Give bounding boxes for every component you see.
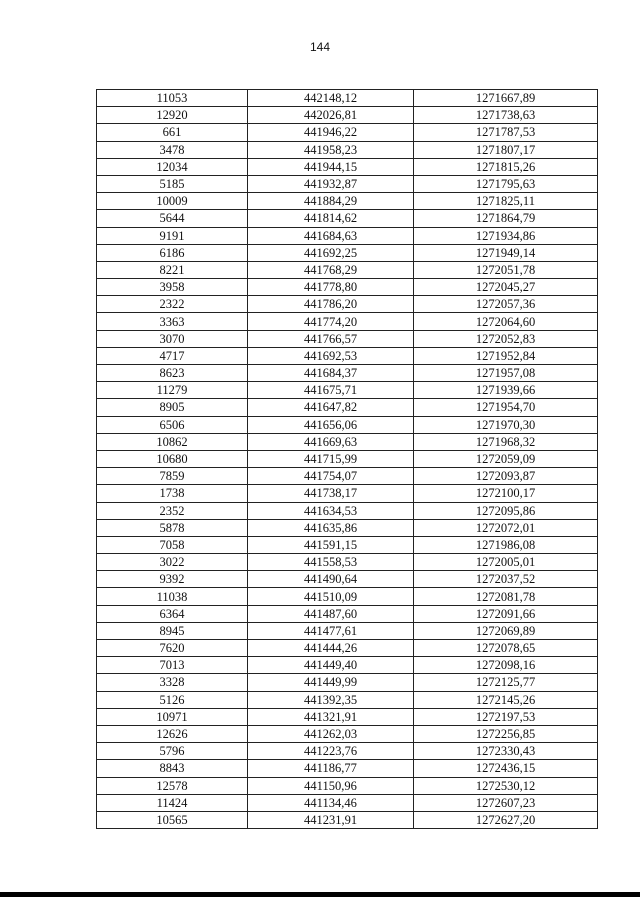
x-coordinate-cell: 441754,07 bbox=[248, 468, 414, 485]
x-coordinate-cell: 441946,22 bbox=[248, 124, 414, 141]
point-number-cell: 5878 bbox=[97, 519, 248, 536]
point-number-cell: 661 bbox=[97, 124, 248, 141]
x-coordinate-cell: 441675,71 bbox=[248, 382, 414, 399]
y-coordinate-cell: 1271952,84 bbox=[414, 347, 598, 364]
point-number-cell: 11424 bbox=[97, 794, 248, 811]
x-coordinate-cell: 441684,63 bbox=[248, 227, 414, 244]
y-coordinate-cell: 1271795,63 bbox=[414, 175, 598, 192]
y-coordinate-cell: 1271825,11 bbox=[414, 193, 598, 210]
table-row bbox=[97, 296, 598, 313]
point-number-cell: 7620 bbox=[97, 640, 248, 657]
table-row bbox=[97, 416, 598, 433]
y-coordinate-cell: 1272045,27 bbox=[414, 279, 598, 296]
y-coordinate-cell: 1271815,26 bbox=[414, 158, 598, 175]
y-coordinate-cell: 1272093,87 bbox=[414, 468, 598, 485]
x-coordinate-cell: 441786,20 bbox=[248, 296, 414, 313]
y-coordinate-cell: 1271864,79 bbox=[414, 210, 598, 227]
table-row bbox=[97, 777, 598, 794]
x-coordinate-cell: 441635,86 bbox=[248, 519, 414, 536]
table-row bbox=[97, 468, 598, 485]
x-coordinate-cell: 441223,76 bbox=[248, 743, 414, 760]
table-row bbox=[97, 347, 598, 364]
table-row bbox=[97, 519, 598, 536]
point-number-cell: 10565 bbox=[97, 811, 248, 828]
table-row bbox=[97, 605, 598, 622]
x-coordinate-cell: 441814,62 bbox=[248, 210, 414, 227]
y-coordinate-cell: 1271738,63 bbox=[414, 107, 598, 124]
y-coordinate-cell: 1272095,86 bbox=[414, 502, 598, 519]
table-row bbox=[97, 227, 598, 244]
table-row bbox=[97, 725, 598, 742]
point-number-cell: 6506 bbox=[97, 416, 248, 433]
y-coordinate-cell: 1272051,78 bbox=[414, 261, 598, 278]
x-coordinate-cell: 442026,81 bbox=[248, 107, 414, 124]
x-coordinate-cell: 441692,25 bbox=[248, 244, 414, 261]
x-coordinate-cell: 441591,15 bbox=[248, 536, 414, 553]
point-number-cell: 7013 bbox=[97, 657, 248, 674]
table-row bbox=[97, 485, 598, 502]
table-row bbox=[97, 433, 598, 450]
table-row bbox=[97, 382, 598, 399]
y-coordinate-cell: 1272100,17 bbox=[414, 485, 598, 502]
y-coordinate-cell: 1272064,60 bbox=[414, 313, 598, 330]
x-coordinate-cell: 441647,82 bbox=[248, 399, 414, 416]
y-coordinate-cell: 1271957,08 bbox=[414, 365, 598, 382]
y-coordinate-cell: 1272145,26 bbox=[414, 691, 598, 708]
table-row bbox=[97, 313, 598, 330]
point-number-cell: 1738 bbox=[97, 485, 248, 502]
point-number-cell: 2352 bbox=[97, 502, 248, 519]
x-coordinate-cell: 441510,09 bbox=[248, 588, 414, 605]
table-row bbox=[97, 450, 598, 467]
table-row bbox=[97, 691, 598, 708]
x-coordinate-cell: 441262,03 bbox=[248, 725, 414, 742]
y-coordinate-cell: 1272059,09 bbox=[414, 450, 598, 467]
table-row bbox=[97, 261, 598, 278]
x-coordinate-cell: 441449,99 bbox=[248, 674, 414, 691]
x-coordinate-cell: 441490,64 bbox=[248, 571, 414, 588]
table-row bbox=[97, 674, 598, 691]
y-coordinate-cell: 1271934,86 bbox=[414, 227, 598, 244]
y-coordinate-cell: 1271970,30 bbox=[414, 416, 598, 433]
table-row bbox=[97, 536, 598, 553]
y-coordinate-cell: 1271667,89 bbox=[414, 90, 598, 107]
table-row bbox=[97, 811, 598, 828]
point-number-cell: 10680 bbox=[97, 450, 248, 467]
point-number-cell: 5126 bbox=[97, 691, 248, 708]
table-row bbox=[97, 365, 598, 382]
page-number: 144 bbox=[309, 40, 331, 54]
point-number-cell: 4717 bbox=[97, 347, 248, 364]
point-number-cell: 3363 bbox=[97, 313, 248, 330]
point-number-cell: 5644 bbox=[97, 210, 248, 227]
point-number-cell: 3958 bbox=[97, 279, 248, 296]
x-coordinate-cell: 441715,99 bbox=[248, 450, 414, 467]
point-number-cell: 3328 bbox=[97, 674, 248, 691]
point-number-cell: 3478 bbox=[97, 141, 248, 158]
point-number-cell: 8843 bbox=[97, 760, 248, 777]
y-coordinate-cell: 1272627,20 bbox=[414, 811, 598, 828]
x-coordinate-cell: 441449,40 bbox=[248, 657, 414, 674]
table-row bbox=[97, 210, 598, 227]
y-coordinate-cell: 1272098,16 bbox=[414, 657, 598, 674]
point-number-cell: 9392 bbox=[97, 571, 248, 588]
y-coordinate-cell: 1271939,66 bbox=[414, 382, 598, 399]
point-number-cell: 3070 bbox=[97, 330, 248, 347]
x-coordinate-cell: 441321,91 bbox=[248, 708, 414, 725]
table-row bbox=[97, 622, 598, 639]
table-row bbox=[97, 708, 598, 725]
x-coordinate-cell: 441768,29 bbox=[248, 261, 414, 278]
x-coordinate-cell: 441766,57 bbox=[248, 330, 414, 347]
table-row bbox=[97, 107, 598, 124]
x-coordinate-cell: 441392,35 bbox=[248, 691, 414, 708]
x-coordinate-cell: 441778,80 bbox=[248, 279, 414, 296]
y-coordinate-cell: 1271949,14 bbox=[414, 244, 598, 261]
point-number-cell: 12034 bbox=[97, 158, 248, 175]
x-coordinate-cell: 441692,53 bbox=[248, 347, 414, 364]
point-number-cell: 5185 bbox=[97, 175, 248, 192]
x-coordinate-cell: 441738,17 bbox=[248, 485, 414, 502]
y-coordinate-cell: 1272057,36 bbox=[414, 296, 598, 313]
table-row bbox=[97, 743, 598, 760]
table-row bbox=[97, 279, 598, 296]
table-row bbox=[97, 124, 598, 141]
y-coordinate-cell: 1272078,65 bbox=[414, 640, 598, 657]
x-coordinate-cell: 441774,20 bbox=[248, 313, 414, 330]
x-coordinate-cell: 441656,06 bbox=[248, 416, 414, 433]
x-coordinate-cell: 441477,61 bbox=[248, 622, 414, 639]
table-row bbox=[97, 158, 598, 175]
y-coordinate-cell: 1271954,70 bbox=[414, 399, 598, 416]
point-number-cell: 6186 bbox=[97, 244, 248, 261]
table-row bbox=[97, 399, 598, 416]
point-number-cell: 2322 bbox=[97, 296, 248, 313]
point-number-cell: 8905 bbox=[97, 399, 248, 416]
scan-edge-bar bbox=[0, 892, 640, 897]
table-row bbox=[97, 794, 598, 811]
point-number-cell: 10971 bbox=[97, 708, 248, 725]
table-row bbox=[97, 640, 598, 657]
y-coordinate-cell: 1272037,52 bbox=[414, 571, 598, 588]
table-row bbox=[97, 90, 598, 107]
table-row bbox=[97, 657, 598, 674]
point-number-cell: 7859 bbox=[97, 468, 248, 485]
table-row bbox=[97, 193, 598, 210]
point-number-cell: 6364 bbox=[97, 605, 248, 622]
x-coordinate-cell: 441134,46 bbox=[248, 794, 414, 811]
x-coordinate-cell: 441231,91 bbox=[248, 811, 414, 828]
x-coordinate-cell: 441186,77 bbox=[248, 760, 414, 777]
point-number-cell: 10862 bbox=[97, 433, 248, 450]
point-number-cell: 11038 bbox=[97, 588, 248, 605]
table-row bbox=[97, 330, 598, 347]
y-coordinate-cell: 1272197,53 bbox=[414, 708, 598, 725]
point-number-cell: 12578 bbox=[97, 777, 248, 794]
y-coordinate-cell: 1272072,01 bbox=[414, 519, 598, 536]
x-coordinate-cell: 441684,37 bbox=[248, 365, 414, 382]
x-coordinate-cell: 441932,87 bbox=[248, 175, 414, 192]
y-coordinate-cell: 1271807,17 bbox=[414, 141, 598, 158]
x-coordinate-cell: 441944,15 bbox=[248, 158, 414, 175]
coordinates-table-body bbox=[97, 90, 598, 829]
y-coordinate-cell: 1272081,78 bbox=[414, 588, 598, 605]
point-number-cell: 9191 bbox=[97, 227, 248, 244]
y-coordinate-cell: 1272091,66 bbox=[414, 605, 598, 622]
point-number-cell: 11053 bbox=[97, 90, 248, 107]
x-coordinate-cell: 441150,96 bbox=[248, 777, 414, 794]
point-number-cell: 10009 bbox=[97, 193, 248, 210]
table-row bbox=[97, 244, 598, 261]
x-coordinate-cell: 441487,60 bbox=[248, 605, 414, 622]
coordinates-table bbox=[96, 89, 598, 829]
point-number-cell: 5796 bbox=[97, 743, 248, 760]
x-coordinate-cell: 442148,12 bbox=[248, 90, 414, 107]
y-coordinate-cell: 1271968,32 bbox=[414, 433, 598, 450]
x-coordinate-cell: 441444,26 bbox=[248, 640, 414, 657]
y-coordinate-cell: 1272069,89 bbox=[414, 622, 598, 639]
y-coordinate-cell: 1271787,53 bbox=[414, 124, 598, 141]
y-coordinate-cell: 1272005,01 bbox=[414, 554, 598, 571]
table-row bbox=[97, 141, 598, 158]
table-row bbox=[97, 175, 598, 192]
table-row bbox=[97, 760, 598, 777]
point-number-cell: 8623 bbox=[97, 365, 248, 382]
point-number-cell: 12920 bbox=[97, 107, 248, 124]
x-coordinate-cell: 441669,63 bbox=[248, 433, 414, 450]
point-number-cell: 8945 bbox=[97, 622, 248, 639]
y-coordinate-cell: 1272436,15 bbox=[414, 760, 598, 777]
x-coordinate-cell: 441634,53 bbox=[248, 502, 414, 519]
point-number-cell: 3022 bbox=[97, 554, 248, 571]
table-row bbox=[97, 502, 598, 519]
table-row bbox=[97, 554, 598, 571]
y-coordinate-cell: 1272052,83 bbox=[414, 330, 598, 347]
point-number-cell: 11279 bbox=[97, 382, 248, 399]
table-row bbox=[97, 588, 598, 605]
y-coordinate-cell: 1272607,23 bbox=[414, 794, 598, 811]
y-coordinate-cell: 1272256,85 bbox=[414, 725, 598, 742]
x-coordinate-cell: 441958,23 bbox=[248, 141, 414, 158]
x-coordinate-cell: 441558,53 bbox=[248, 554, 414, 571]
x-coordinate-cell: 441884,29 bbox=[248, 193, 414, 210]
point-number-cell: 8221 bbox=[97, 261, 248, 278]
table-row bbox=[97, 571, 598, 588]
y-coordinate-cell: 1272330,43 bbox=[414, 743, 598, 760]
y-coordinate-cell: 1272125,77 bbox=[414, 674, 598, 691]
y-coordinate-cell: 1272530,12 bbox=[414, 777, 598, 794]
point-number-cell: 12626 bbox=[97, 725, 248, 742]
y-coordinate-cell: 1271986,08 bbox=[414, 536, 598, 553]
point-number-cell: 7058 bbox=[97, 536, 248, 553]
